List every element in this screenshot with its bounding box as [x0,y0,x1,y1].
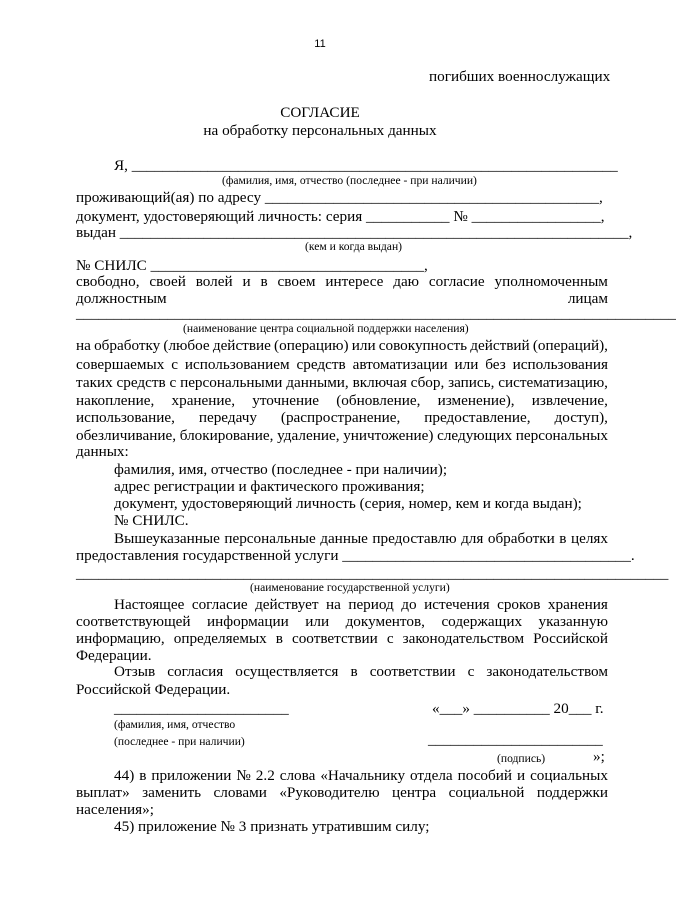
processing-line-2: совершаемых с использованием средств автоматизации или без использования [76,356,608,373]
signature-fio-hint-1: (фамилия, имя, отчество [114,718,236,731]
processing-line-3: таких средств с персональными данными, включая сбор, запись, систематизацию, [76,374,608,391]
data-item: № СНИЛС. [114,512,189,529]
document-subtitle: на обработку персональных данных [203,122,437,139]
amendment-45: 45) приложение № 3 признать утратившим силу; [114,818,430,835]
processing-line-4: накопление, хранение, уточнение (обновление, изменение), извлечение, [76,392,608,409]
signature-sign-line: _______________________ [428,731,603,748]
amendment-44-line-3: населения»; [76,801,154,818]
service-hint: (наименование государственной услуги) [250,581,450,594]
processing-line-1: на обработку (любое действие (операцию) или совокупность действий (операций), [76,337,608,354]
consent-line-1: свободно, своей волей и в своем интересе даю согласие уполномоченным [76,273,608,290]
center-hint: (наименование центра социальной поддержки населения) [183,322,469,335]
snils-line: № СНИЛС ____________________________________, [76,257,428,274]
signature-sign-hint: (подпись) [497,752,546,765]
signature-date-line: «___» __________ 20___ г. [432,700,604,717]
document-line: документ, удостоверяющий личность: серия ___________ № _________________, [76,208,605,225]
fio-hint: (фамилия, имя, отчество (последнее - при наличии) [222,174,477,187]
signature-fio-hint-2: (последнее - при наличии) [114,735,245,748]
address-line: проживающий(ая) по адресу ____________________________________________, [76,189,603,206]
page-number: 11 [314,38,326,50]
revocation-line-2: Российской Федерации. [76,681,231,698]
revocation-line-1: Отзыв согласия осуществляется в соответствии с законодательством [114,663,608,680]
processing-line-7: данных: [76,443,129,460]
consent-line-2: должностным лицам [76,290,608,307]
processing-line-5: использование, передачу (распространение, предоставление, доступ), [76,409,608,426]
validity-line-1: Настоящее согласие действует на период до истечения сроков хранения [114,596,608,613]
data-item: фамилия, имя, отчество (последнее - при наличии); [114,461,448,478]
signature-closing: »; [593,748,605,765]
header-right: погибших военнослужащих [429,68,611,85]
amendment-44-line-2: выплат» заменить словами «Руководителю центра социальной поддержки [76,784,608,801]
data-item: документ, удостоверяющий личность (серия, номер, кем и когда выдан); [114,495,582,512]
center-line: _______________________________________________________________________________ [76,305,676,322]
issued-hint: (кем и когда выдан) [305,240,403,253]
document-title: СОГЛАСИЕ [280,104,360,121]
issued-line: выдан ___________________________________________________________________, [76,224,633,241]
applicant-name-line: Я, ________________________________________________________________ [114,157,618,174]
purpose-line-2: предоставления государственной услуги ______________________________________. [76,547,635,564]
validity-line-3: информацию, определяемых в соответствии с законодательством Российской [76,630,608,647]
amendment-44-line-1: 44) в приложении № 2.2 слова «Начальнику отдела пособий и социальных [114,767,608,784]
purpose-line-1: Вышеуказанные персональные данные предоставлю для обработки в целях [114,530,608,547]
data-item: адрес регистрации и фактического проживания; [114,478,425,495]
processing-line-6: обезличивание, блокирование, удаление, уничтожение) следующих персональных [76,427,608,444]
validity-line-2: соответствующей информации или документов, содержащих указанную [76,613,608,630]
purpose-line-3: ______________________________________________________________________________ [76,565,669,582]
signature-fio-line: _______________________ [114,700,289,717]
validity-line-4: Федерации. [76,647,152,664]
